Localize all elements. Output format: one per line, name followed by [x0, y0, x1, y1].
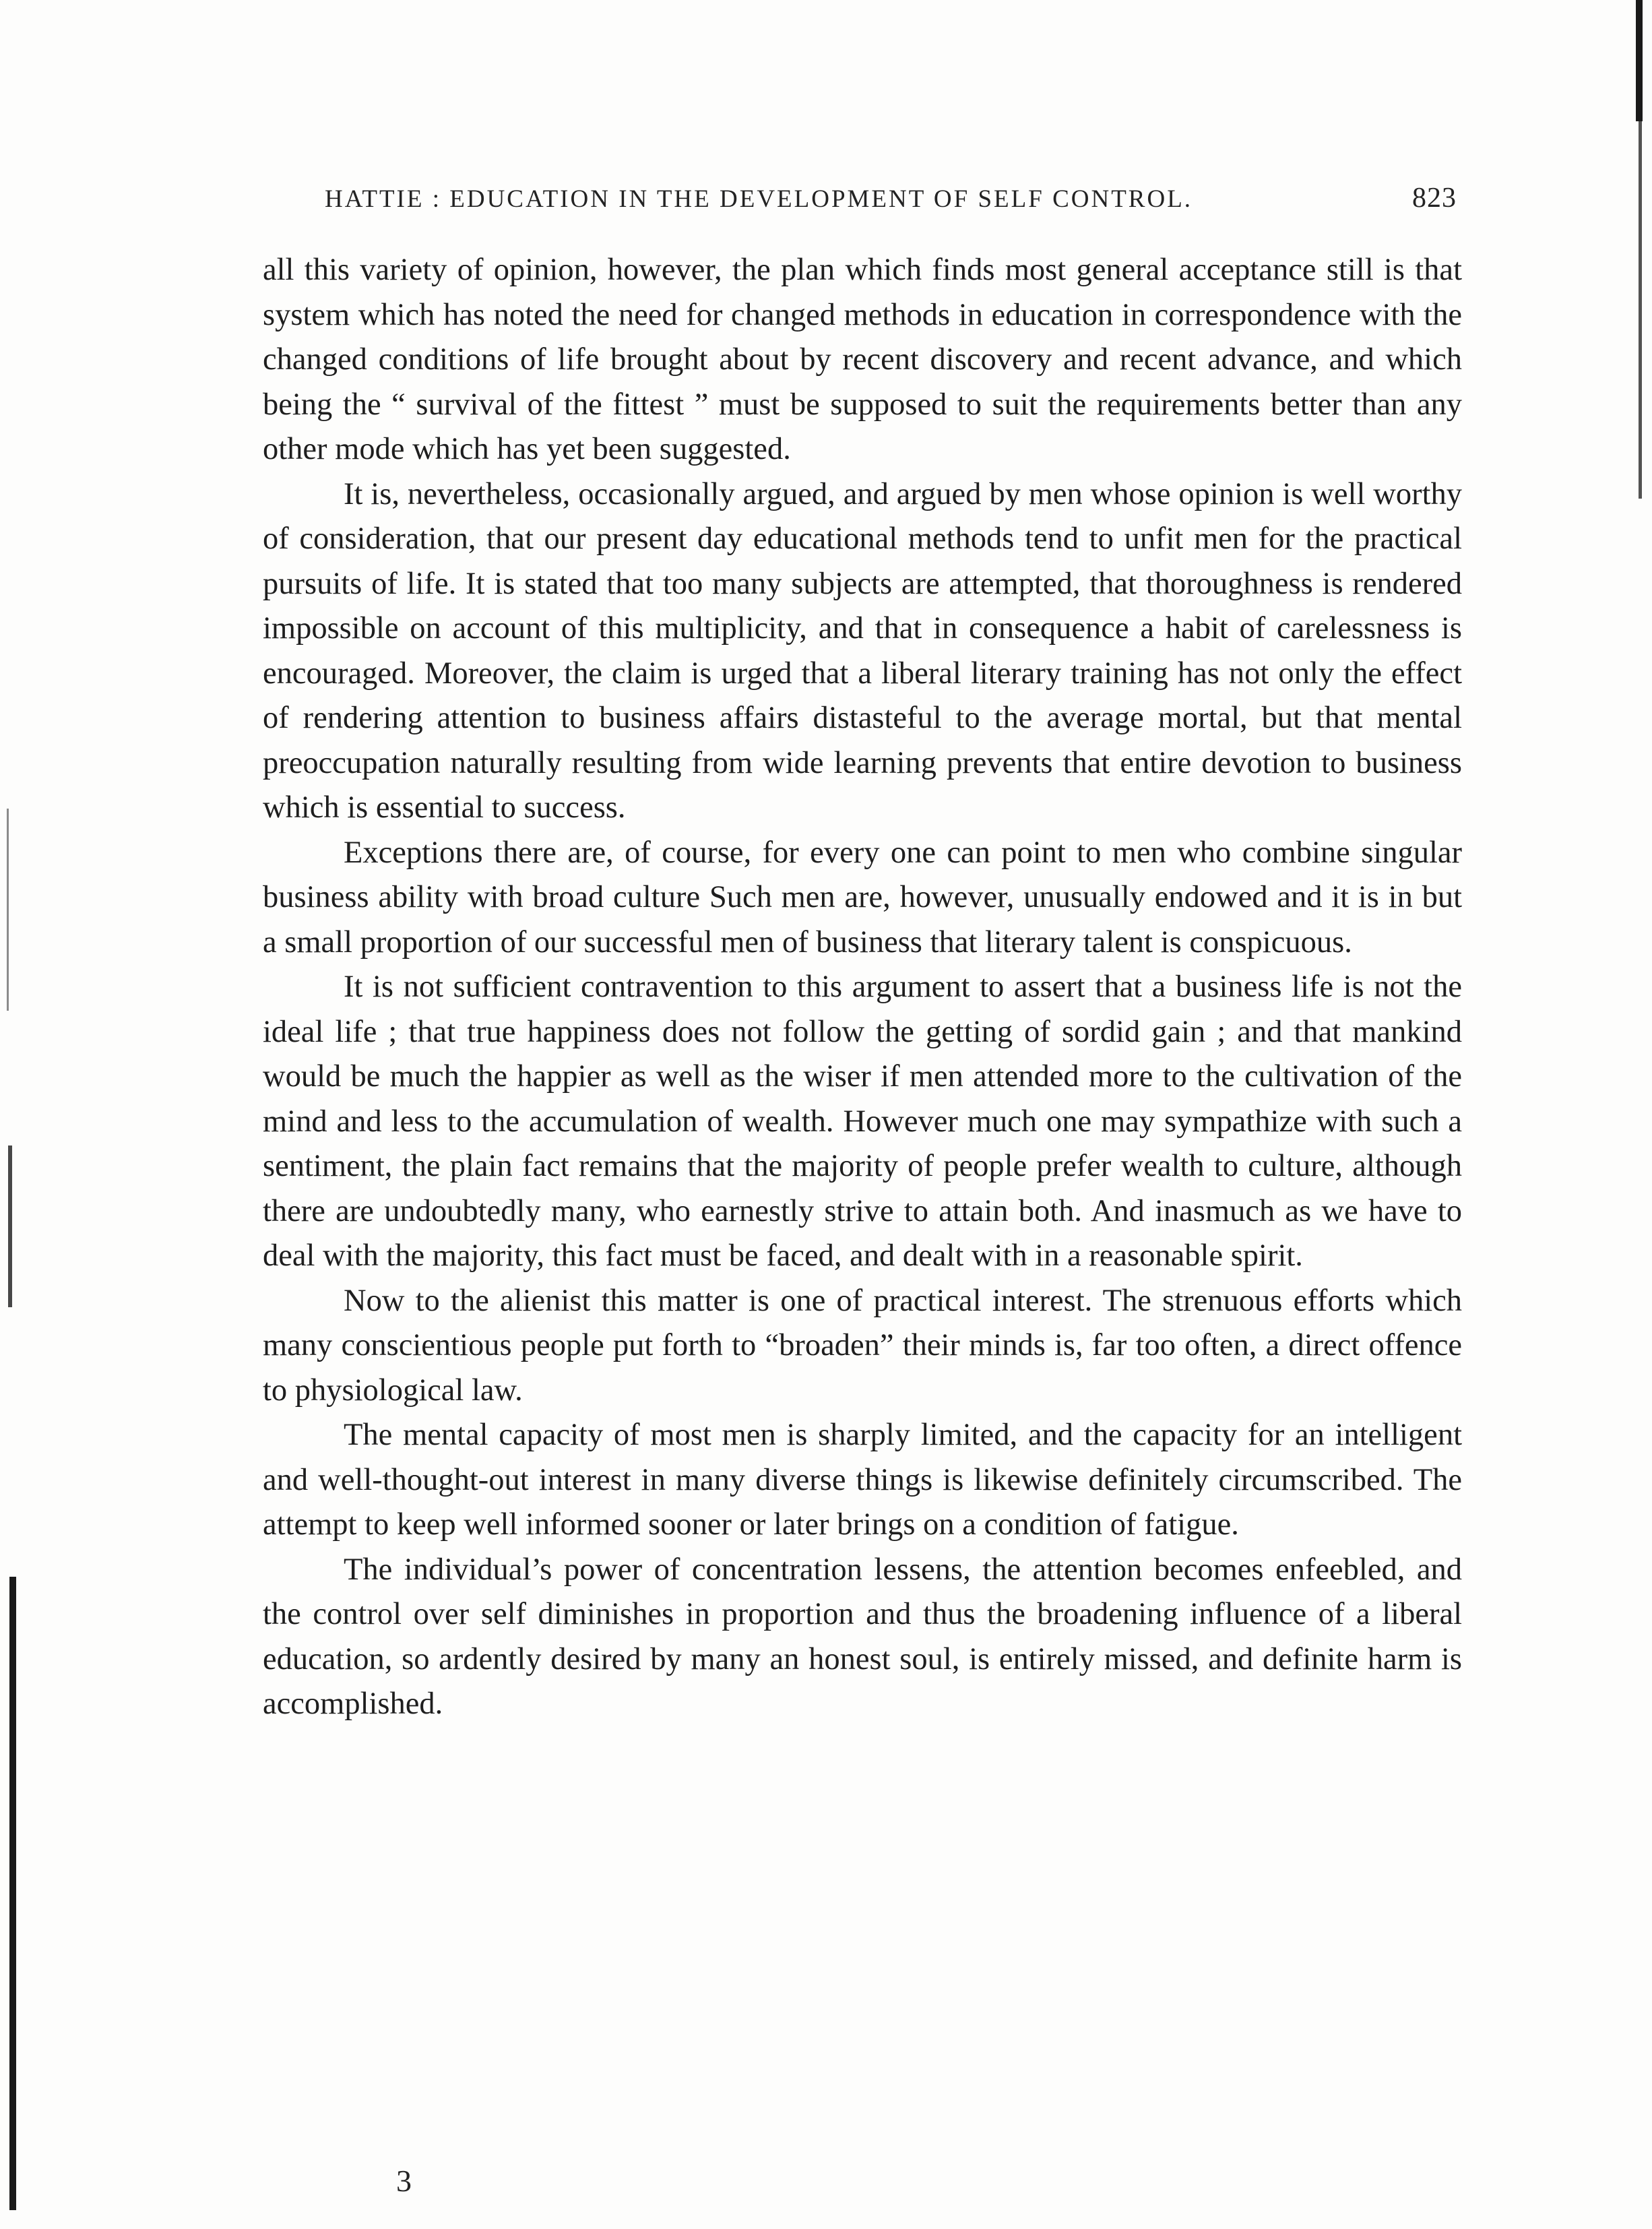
running-head: [325, 182, 1457, 222]
paragraph: Exceptions there are, of course, for every one can point to men who combine singular business ability with broad culture Such men are, however, unusually endowed and it is in but a small proportion of our successful men of business that literary talent is conspicuous.: [263, 835, 1462, 960]
paragraph: The mental capacity of most men is sharply limited, and the capacity for an intelligent and well-thought-out interest in many diverse things is likewise definitely circumscribed. The attempt to keep well informed sooner or later brings on a condition of fatigue.: [263, 1418, 1462, 1542]
article-body: [263, 248, 1462, 1727]
paragraph: all this variety of opinion, however, the plan which finds most general acceptance still is that system which has noted the need for changed methods in education in correspondence with the changed conditions of life brought about by recent discovery and recent advance, and which being the “ survival of the fittest ” must be supposed to suit the requirements better than any other mode which has yet been suggested.: [263, 253, 1462, 466]
running-title: HATTIE : EDUCATION IN THE DEVELOPMENT OF SELF CONTROL.: [325, 185, 1193, 213]
paragraph: Now to the alienist this matter is one of practical interest. The strenuous efforts which many conscientious people put forth to “broaden” their minds is, far too often, a direct offence to physiological law.: [263, 1283, 1462, 1408]
signature-mark: 3: [396, 2164, 412, 2198]
left-binding-edge-mark: [8, 1145, 12, 1307]
left-binding-edge-mark-lower: [9, 1577, 16, 2210]
right-binding-edge-lower: [1639, 121, 1642, 499]
left-binding-edge-tick: [7, 809, 9, 1011]
right-binding-edge: [1636, 0, 1643, 121]
paragraph: The individual’s power of concentration lessens, the attention becomes enfeebled, and the control over self diminishes in proportion and thus the broadening influence of a liberal education, so ardently desired by many an honest soul, is entirely missed, and definite harm is accomplished.: [263, 1552, 1462, 1721]
paragraph: It is, nevertheless, occasionally argued, and argued by men whose opinion is well worthy of consideration, that our present day educational methods tend to unfit men for the practical pursuits of life. It is stated that too many subjects are attempted, that thoroughness is rendered impossible on account of this multiplicity, and that in consequence a habit of carelessness is encouraged. Moreover, the claim is urged that a liberal literary training has not only the effect of rendering attention to business affairs distasteful to the average mortal, but that mental preoccupation naturally resulting from wide learning prevents that entire devotion to business which is essential to success.: [263, 476, 1462, 825]
page-number: 823: [1412, 183, 1457, 214]
paragraph: It is not sufficient contravention to this argument to assert that a business life is not the ideal life ; that true happiness does not follow the getting of sordid gain ; and that mankind would be much the happier as well as the wiser if men attended more to the cultivation of the mind and less to the accumulation of wealth. However much one may sympathize with such a sentiment, the plain fact remains that the majority of people prefer wealth to culture, although there are undoubtedly many, who earnestly strive to attain both. And inasmuch as we have to deal with the majority, this fact must be faced, and dealt with in a reasonable spirit.: [263, 970, 1462, 1273]
